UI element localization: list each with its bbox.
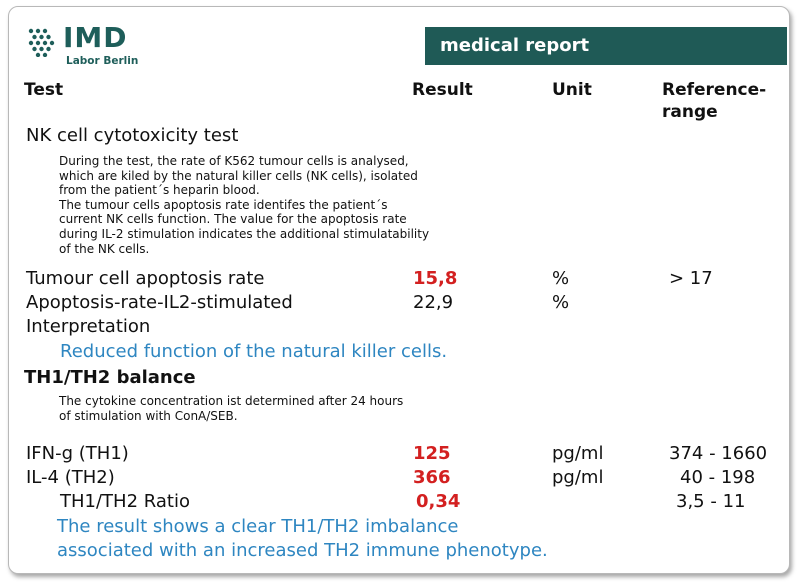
row-result: 15,8 — [413, 268, 458, 289]
nk-description-line: which are kiled by the natural killer cells (NK cells), isolated — [59, 168, 418, 183]
row-result: 125 — [413, 443, 451, 464]
row-result: 366 — [413, 467, 451, 488]
row-unit: pg/ml — [552, 443, 604, 464]
column-header-unit: Unit — [552, 80, 592, 100]
interpretation-label: Interpretation — [26, 316, 151, 337]
column-header-test: Test — [24, 80, 64, 100]
row-reference: > 17 — [669, 268, 713, 289]
nk-section-title: NK cell cytotoxicity test — [26, 125, 239, 146]
nk-interpretation: Reduced function of the natural killer cells. — [60, 341, 448, 362]
row-test: IL-4 (TH2) — [26, 467, 115, 488]
nk-description-line: from the patient´s heparin blood. — [59, 183, 260, 198]
row-test: Apoptosis-rate-IL2-stimulated — [26, 292, 293, 313]
row-unit: % — [552, 292, 570, 313]
th-description-line: of stimulation with ConA/SEB. — [59, 408, 238, 423]
row-test: IFN-g (TH1) — [26, 443, 129, 464]
row-result: 22,9 — [413, 292, 454, 313]
row-unit: pg/ml — [552, 467, 604, 488]
row-result: 0,34 — [416, 491, 461, 512]
row-test: Tumour cell apoptosis rate — [26, 268, 265, 289]
report-title-banner: medical report — [425, 27, 787, 65]
nk-description-line: During the test, the rate of K562 tumour cells is analysed, — [59, 154, 409, 168]
column-header-reference-line2: range — [662, 102, 718, 122]
row-reference: 374 - 1660 — [669, 443, 768, 464]
row-unit: % — [552, 268, 570, 289]
logo-subtitle: Labor Berlin — [66, 55, 139, 67]
th-description-line: The cytokine concentration ist determined after 24 hours — [59, 394, 404, 408]
nk-description — [59, 154, 479, 256]
th-conclusion-line: The result shows a clear TH1/TH2 imbalance — [57, 516, 459, 537]
th-section-title: TH1/TH2 balance — [24, 367, 196, 388]
row-reference: 3,5 - 11 — [676, 491, 746, 512]
nk-description-line: during IL-2 stimulation indicates the additional stimulatability — [59, 226, 430, 241]
nk-description-line: The tumour cells apoptosis rate identifes the patient´s — [59, 197, 388, 212]
column-header-reference: Reference- — [662, 80, 767, 100]
row-test: TH1/TH2 Ratio — [60, 491, 190, 512]
th-conclusion-line: associated with an increased TH2 immune phenotype. — [57, 540, 548, 561]
imd-logo-dots-icon — [27, 27, 57, 57]
report-card — [8, 6, 790, 574]
nk-description-line: of the NK cells. — [59, 241, 150, 256]
th-description — [59, 394, 479, 423]
logo-wordmark: IMD — [63, 21, 128, 54]
nk-description-line: current NK cells function. The value for the apoptosis rate — [59, 212, 407, 227]
row-reference: 40 - 198 — [680, 467, 756, 488]
column-header-result: Result — [412, 80, 473, 100]
